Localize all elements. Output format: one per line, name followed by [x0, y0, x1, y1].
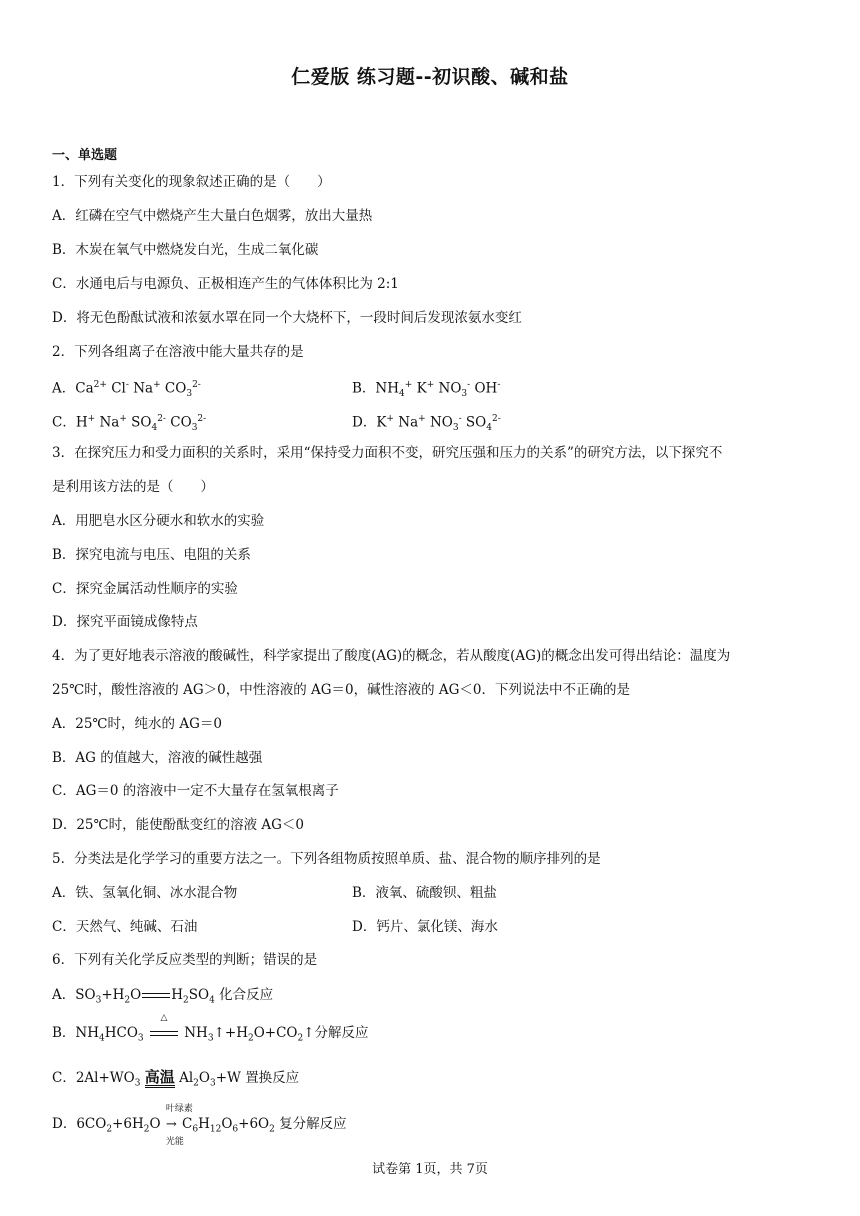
- page-footer: 试卷第 1页，共 7页: [372, 1162, 488, 1177]
- photosynthesis-condition: 叶绿素 → 光能: [165, 1104, 193, 1147]
- question-1-option-d[interactable]: D．将无色酚酞试液和浓氨水罩在同一个大烧杯下，一段时间后发现浓氨水变红: [52, 310, 522, 326]
- question-4-stem-line1: 4．为了更好地表示溶液的酸碱性，科学家提出了酸度(AG)的概念，若从酸度(AG)的概念出发可得出结论：温度为: [52, 648, 731, 664]
- question-2-option-c[interactable]: C．H+ Na+ $SO_4^{2-}$ $CO_3^{2-}$: [52, 414, 207, 434]
- question-6-option-d[interactable]: D．$6CO_2+6H_2O$ 叶绿素 → 光能 $C_6H_{12}O_6+6O_2$ 复分解反应: [52, 1104, 347, 1147]
- question-4-option-d[interactable]: D．25℃时，能使酚酞变红的溶液 AG＜0: [52, 817, 305, 833]
- question-6-stem: 6．下列有关化学反应类型的判断；错误的是: [52, 952, 318, 968]
- question-4-option-a[interactable]: A．25℃时，纯水的 AG＝0: [52, 716, 222, 732]
- equals-sign-icon: [142, 993, 170, 998]
- question-6-option-b[interactable]: B．$NH_4HCO_3$ △ $NH_3↑+H_2O+CO_2↑$分解反应: [52, 1013, 369, 1044]
- question-5-stem: 5．分类法是化学学习的重要方法之一。下列各组物质按照单质、盐、混合物的顺序排列的是: [52, 851, 601, 867]
- question-5-option-d[interactable]: D．钙片、氯化镁、海水: [352, 919, 498, 935]
- question-3-option-b[interactable]: B．探究电流与电压、电阻的关系: [52, 547, 251, 563]
- question-5-option-b[interactable]: B．液氧、硫酸钡、粗盐: [352, 885, 497, 901]
- question-3-stem-line1: 3．在探究压力和受力面积的关系时，采用“保持受力面积不变，研究压强和压力的关系”的研究方法，以下探究不: [52, 445, 723, 461]
- question-1-option-a[interactable]: A．红磷在空气中燃烧产生大量白色烟雾，放出大量热: [52, 208, 373, 224]
- question-2-stem: 2．下列各组离子在溶液中能大量共存的是: [52, 344, 304, 360]
- question-3-option-d[interactable]: D．探究平面镜成像特点: [52, 614, 198, 630]
- high-temperature-condition: 高温: [144, 1068, 175, 1086]
- section-heading: 一、单选题: [52, 148, 118, 163]
- question-3-stem-line2: 是利用该方法的是（ ）: [52, 479, 214, 495]
- question-1-stem: 1．下列有关变化的现象叙述正确的是（ ）: [52, 174, 331, 190]
- question-2-option-d[interactable]: D．K+ Na+ $NO_3^-$ $SO_4^{2-}$: [352, 414, 501, 434]
- question-3-option-c[interactable]: C．探究金属活动性顺序的实验: [52, 581, 238, 597]
- question-4-option-b[interactable]: B．AG 的值越大，溶液的碱性越强: [52, 750, 263, 766]
- question-3-option-a[interactable]: A．用肥皂水区分硬水和软水的实验: [52, 513, 265, 529]
- question-4-stem-line2: 25℃时，酸性溶液的 AG＞0，中性溶液的 AG＝0，碱性溶液的 AG＜0．下列说法中不正确的是: [52, 682, 631, 698]
- question-6-option-c[interactable]: C．$2Al+WO_3$ 高温 $Al_2O_3+W$ 置换反应: [52, 1068, 300, 1089]
- question-6-option-a[interactable]: A．$SO_3+H_2O$ $H_2SO_4$ 化合反应: [52, 987, 274, 1006]
- question-2-option-b[interactable]: B．$NH_4^+$ K+ $NO_3^-$ OH-: [352, 380, 501, 400]
- question-5-option-c[interactable]: C．天然气、纯碱、石油: [52, 919, 198, 935]
- arrow-right-icon: →: [165, 1117, 177, 1132]
- question-2-option-a[interactable]: A．$Ca^{2+}$ Cl- Na+ $CO_3^{2-}$: [52, 380, 201, 400]
- heat-condition: △: [149, 1023, 179, 1043]
- page-title: 仁爱版 练习题--初识酸、碱和盐: [291, 66, 569, 88]
- question-1-option-b[interactable]: B．木炭在氧气中燃烧发白光，生成二氧化碳: [52, 242, 319, 258]
- question-1-option-c[interactable]: C．水通电后与电源负、正极相连产生的气体体积比为 2:1: [52, 276, 399, 292]
- question-4-option-c[interactable]: C．AG＝0 的溶液中一定不大量存在氢氧根离子: [52, 783, 339, 799]
- question-5-option-a[interactable]: A．铁、氢氧化铜、冰水混合物: [52, 885, 238, 901]
